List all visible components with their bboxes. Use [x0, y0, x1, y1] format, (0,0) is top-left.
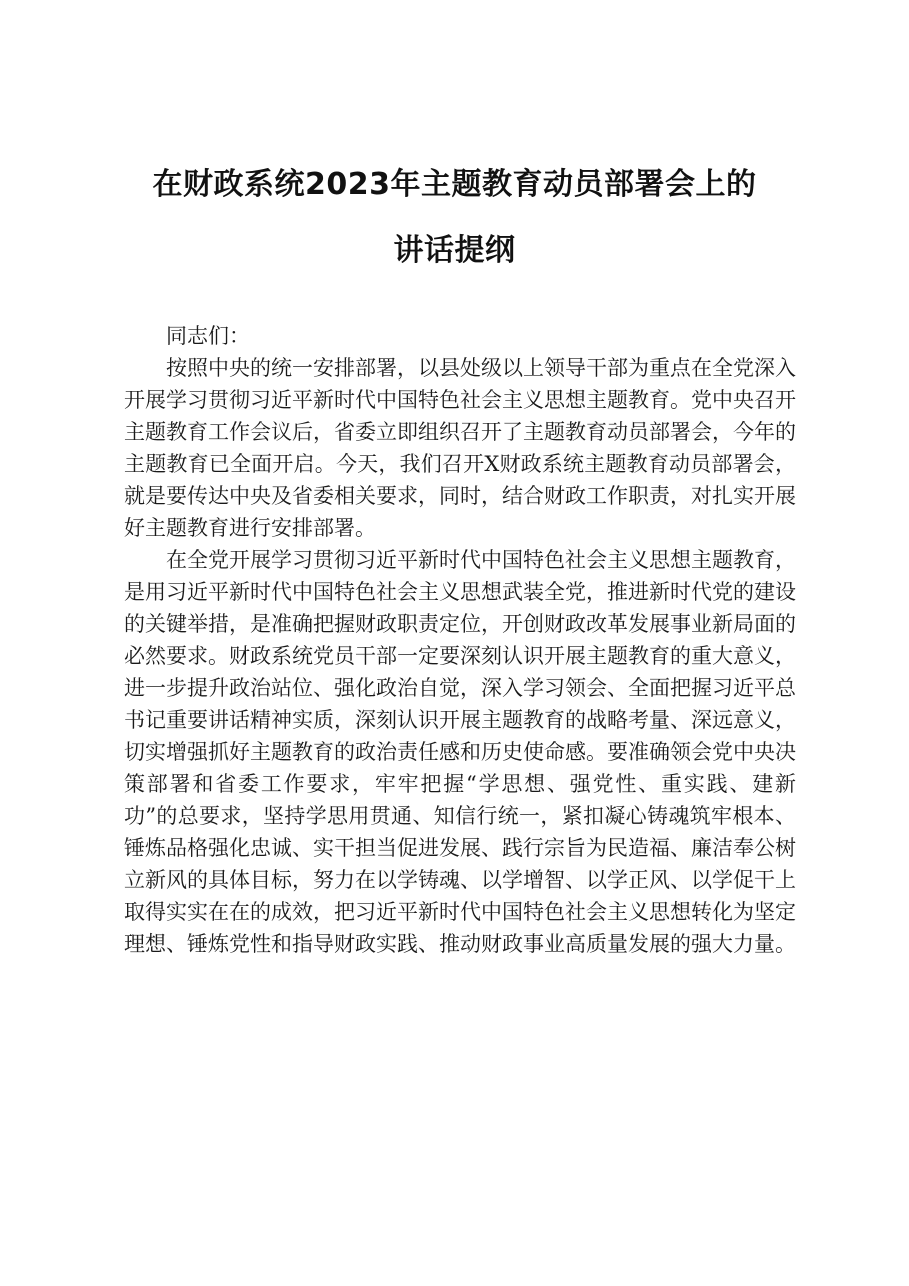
document-title	[0, 152, 909, 284]
salutation: 同志们：	[166, 324, 250, 348]
title-line-2: 讲话提纲	[393, 233, 516, 268]
document-body	[124, 320, 796, 960]
paragraph-1: 按照中央的统一安排部署，以县处级以上领导干部为重点在全党深入开展学习贯彻习近平新时代中国特色社会主义思想主题教育。党中央召开主题教育工作会议后，省委立即组织召开了主题教育动员部署会，今年的主题教育已全面开启。今天，我们召开X财政系统主题教育动员部署会，就是要传达中央及省委相关要求，同时，结合财政工作职责，对扎实开展好主题教育进行安排部署。	[124, 356, 796, 540]
title-line-1: 在财政系统2023年主题教育动员部署会上的	[152, 167, 757, 202]
paragraph-2: 在全党开展学习贯彻习近平新时代中国特色社会主义思想主题教育，是用习近平新时代中国特色社会主义思想武装全党，推进新时代党的建设的关键举措，是准确把握财政职责定位，开创财政改革发展事业新局面的必然要求。财政系统党员干部一定要深刻认识开展主题教育的重大意义，进一步提升政治站位、强化政治自觉，深入学习领会、全面把握习近平总书记重要讲话精神实质，深刻认识开展主题教育的战略考量、深远意义，切实增强抓好主题教育的政治责任感和历史使命感。要准确领会党中央决策部署和省委工作要求，牢牢把握“学思想、强党性、重实践、建新功”的总要求，坚持学思用贯通、知信行统一，紧扣凝心铸魂筑牢根本、锤炼品格强化忠诚、实干担当促进发展、践行宗旨为民造福、廉洁奉公树立新风的具体目标，努力在以学铸魂、以学增智、以学正风、以学促干上取得实实在在的成效，把习近平新时代中国特色社会主义思想转化为坚定理想、锤炼党性和指导财政实践、推动财政事业高质量发展的强大力量。	[124, 548, 796, 956]
